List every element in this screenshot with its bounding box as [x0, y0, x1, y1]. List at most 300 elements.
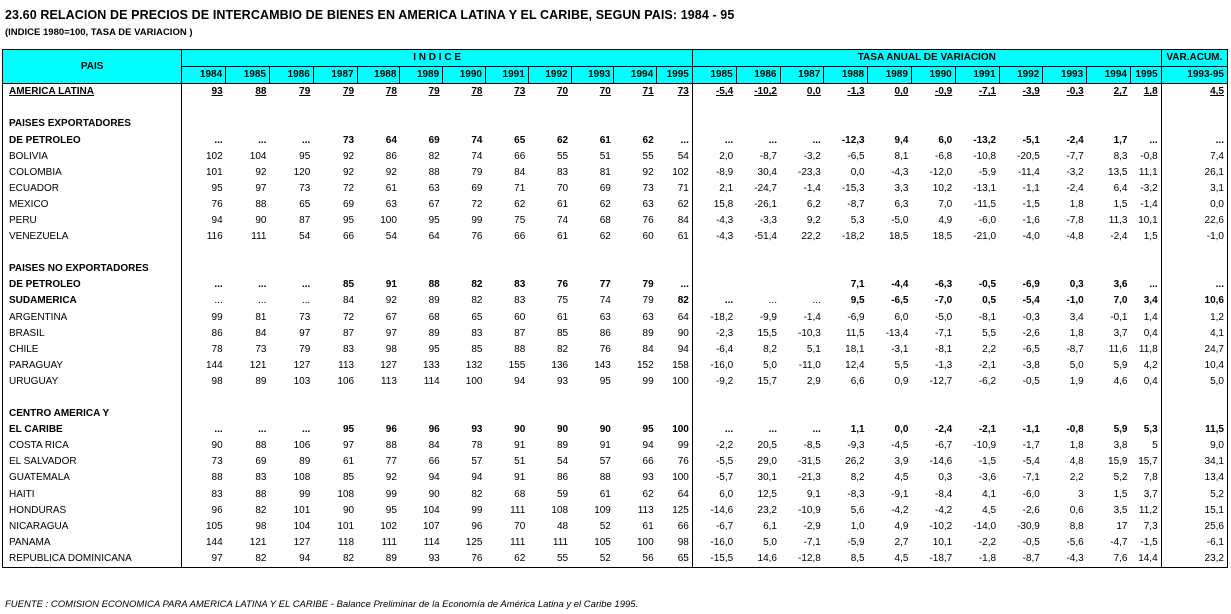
value-text: 64 [677, 311, 689, 323]
value-cell [400, 535, 443, 551]
value-text: 61 [556, 311, 569, 323]
value-text: 61 [556, 198, 569, 210]
value-text: 69 [342, 198, 355, 210]
value-text: 9,5 [850, 295, 865, 307]
value-text: 55 [642, 150, 654, 162]
spacer-cell [485, 390, 528, 406]
table-row [3, 84, 1228, 101]
value-text: 98 [255, 520, 267, 532]
spacer-cell [528, 390, 571, 406]
value-cell [614, 197, 657, 213]
value-text: 6,0 [719, 488, 734, 500]
value-cell [182, 213, 226, 229]
value-text: 83 [514, 295, 526, 307]
value-text: -20,5 [1017, 150, 1040, 162]
value-text: ... [1149, 134, 1158, 146]
value-cell [1087, 165, 1131, 181]
spacer-cell [780, 100, 824, 116]
value-cell [736, 470, 780, 486]
value-text: ... [812, 424, 821, 436]
value-text: 93 [556, 375, 569, 387]
value-cell [485, 438, 528, 454]
value-text: 94 [642, 440, 654, 452]
value-cell [1087, 342, 1131, 358]
value-text: 127 [380, 359, 397, 371]
value-cell [1087, 438, 1131, 454]
value-cell [824, 342, 868, 358]
value-text: ... [1215, 279, 1224, 291]
value-text: -2,2 [715, 440, 734, 452]
value-cell [692, 116, 736, 132]
value-text: 87 [342, 327, 355, 339]
value-text: 152 [636, 359, 654, 371]
value-cell [313, 503, 357, 519]
value-text: 61 [599, 488, 611, 500]
value-text: 76 [471, 231, 483, 243]
value-cell [614, 293, 657, 309]
value-text: 11,5 [845, 327, 865, 339]
value-text: -1,4 [1140, 198, 1158, 210]
value-cell [443, 310, 486, 326]
value-text: ... [258, 295, 267, 307]
value-text: -10,2 [929, 520, 953, 532]
value-text: 143 [594, 359, 611, 371]
value-cell [226, 326, 270, 342]
value-cell [269, 454, 313, 470]
tasa-year-header: 1992 [999, 67, 1043, 84]
value-text: 90 [556, 424, 569, 436]
value-text: ... [258, 279, 267, 291]
value-cell [485, 116, 528, 132]
value-text: 81 [599, 166, 611, 178]
value-text: -6,8 [935, 150, 953, 162]
value-text: -14,6 [929, 456, 953, 468]
value-text: 95 [428, 343, 440, 355]
value-cell [571, 551, 614, 568]
value-text: -0,9 [935, 86, 953, 98]
value-text: 111 [510, 536, 526, 548]
value-cell [485, 277, 528, 293]
value-cell [400, 116, 443, 132]
value-text: 5,3 [850, 214, 865, 226]
value-cell [824, 535, 868, 551]
value-cell [780, 149, 824, 165]
value-cell [443, 293, 486, 309]
value-cell [657, 132, 693, 148]
value-cell [1043, 116, 1087, 132]
value-cell [1161, 229, 1227, 245]
value-text: 22,2 [801, 231, 821, 243]
value-text: 76 [211, 198, 223, 210]
value-cell [400, 84, 443, 101]
spacer-cell [3, 245, 182, 261]
value-text: 68 [428, 311, 440, 323]
value-text: -0,8 [1140, 150, 1158, 162]
value-text: 5,3 [1143, 424, 1158, 436]
value-text: -5,4 [715, 86, 734, 98]
value-cell [824, 551, 868, 568]
value-text: 57 [471, 456, 483, 468]
table-row [3, 503, 1228, 519]
value-cell [692, 551, 736, 568]
value-cell [657, 277, 693, 293]
value-text: 22,6 [1204, 214, 1224, 226]
value-cell [226, 165, 270, 181]
value-cell [955, 277, 999, 293]
spacer-cell [657, 390, 693, 406]
value-cell [911, 132, 955, 148]
value-text: -6,0 [1022, 488, 1040, 500]
value-cell [226, 213, 270, 229]
value-cell [911, 326, 955, 342]
value-cell [692, 470, 736, 486]
value-text: 73 [299, 311, 311, 323]
value-cell [400, 181, 443, 197]
value-text: 127 [293, 536, 311, 548]
value-text: -6,9 [1022, 279, 1040, 291]
value-cell [955, 535, 999, 551]
value-cell [1087, 503, 1131, 519]
value-text: 99 [471, 214, 483, 226]
value-text: 9,4 [894, 134, 909, 146]
value-cell [1161, 454, 1227, 470]
value-text: -4,8 [1066, 231, 1084, 243]
value-text: 72 [342, 311, 355, 323]
value-text: -2,4 [1066, 182, 1084, 194]
value-text: -1,3 [935, 359, 953, 371]
value-cell [736, 277, 780, 293]
table-row [3, 132, 1228, 148]
value-text: 5,9 [1113, 359, 1128, 371]
value-cell [571, 181, 614, 197]
value-text: 55 [556, 150, 569, 162]
value-text: 77 [599, 279, 611, 291]
value-text: -12,7 [929, 375, 953, 387]
value-cell [736, 149, 780, 165]
value-text: 4,1 [1210, 327, 1224, 339]
value-cell [868, 277, 912, 293]
value-text: 9,1 [806, 488, 821, 500]
value-cell [571, 213, 614, 229]
row-label-text: DE PETROLEO [9, 279, 81, 291]
tasa-year-header: 1989 [868, 67, 912, 84]
value-text: 144 [205, 536, 223, 548]
value-cell [400, 454, 443, 470]
value-text: -1,1 [1022, 182, 1040, 194]
value-cell [528, 503, 571, 519]
value-cell [657, 84, 693, 101]
value-text: 82 [556, 343, 569, 355]
value-text: 7,6 [1113, 552, 1128, 564]
value-text: 95 [385, 504, 397, 516]
value-text: 3,7 [1113, 327, 1128, 339]
value-cell [443, 503, 486, 519]
value-cell [313, 422, 357, 438]
table-row [3, 165, 1228, 181]
value-text: -11,5 [974, 198, 997, 210]
value-text: 5 [1152, 440, 1158, 452]
value-text: 104 [249, 150, 267, 162]
value-text: 15,8 [713, 198, 734, 210]
spacer-cell [692, 245, 736, 261]
value-text: ... [214, 424, 223, 436]
value-text: -30,9 [1017, 520, 1040, 532]
value-text: -8,9 [715, 166, 734, 178]
value-cell [614, 132, 657, 148]
value-cell [657, 454, 693, 470]
value-cell [868, 358, 912, 374]
indice-year-header: 1984 [182, 67, 226, 84]
value-cell [780, 487, 824, 503]
value-text: 4,1 [982, 488, 997, 500]
value-cell [999, 310, 1043, 326]
spacer-cell [443, 245, 486, 261]
value-text: 10,2 [932, 182, 953, 194]
value-text: 4,5 [1210, 86, 1224, 98]
value-text: 62 [642, 134, 654, 146]
value-cell [357, 197, 400, 213]
spacer-cell [485, 100, 528, 116]
value-text: 155 [508, 359, 526, 371]
value-text: 97 [385, 327, 397, 339]
value-cell [692, 535, 736, 551]
value-text: 100 [465, 375, 483, 387]
value-text: 13,5 [1108, 166, 1128, 178]
value-text: 11,8 [1138, 343, 1158, 355]
value-text: -1,3 [847, 86, 865, 98]
value-text: 5,0 [1069, 359, 1084, 371]
value-text: -4,2 [891, 504, 909, 516]
row-label [3, 438, 182, 454]
value-text: ... [214, 134, 223, 146]
spacer-cell [485, 245, 528, 261]
value-cell [736, 374, 780, 390]
value-cell [1131, 229, 1162, 245]
value-cell [1087, 277, 1131, 293]
row-label-text: HAITI [9, 488, 35, 500]
value-text: 88 [385, 440, 397, 452]
value-text: -4,5 [891, 440, 909, 452]
spacer-cell [1087, 390, 1131, 406]
value-text: 125 [465, 536, 483, 548]
value-cell [400, 229, 443, 245]
value-text: 83 [211, 488, 223, 500]
value-cell [313, 358, 357, 374]
indice-year-header: 1989 [400, 67, 443, 84]
value-cell [1087, 310, 1131, 326]
value-cell [1161, 277, 1227, 293]
value-cell [955, 422, 999, 438]
value-text: 68 [514, 488, 526, 500]
value-text: -13,1 [973, 182, 997, 194]
spacer-cell [1161, 245, 1227, 261]
value-cell [657, 261, 693, 277]
value-text: -6,9 [847, 311, 865, 323]
value-text: -3,1 [891, 343, 909, 355]
spacer-cell [357, 245, 400, 261]
value-text: 96 [471, 520, 483, 532]
spacer-cell [657, 100, 693, 116]
value-text: 95 [428, 214, 440, 226]
value-cell [780, 470, 824, 486]
value-cell [485, 213, 528, 229]
value-text: -2,9 [803, 520, 821, 532]
value-cell [911, 116, 955, 132]
value-cell [614, 310, 657, 326]
value-cell [443, 165, 486, 181]
value-text: 3,9 [894, 456, 909, 468]
value-cell [736, 342, 780, 358]
value-text: 105 [205, 520, 223, 532]
value-cell [780, 535, 824, 551]
value-cell [1161, 261, 1227, 277]
value-cell [485, 358, 528, 374]
value-cell [1043, 165, 1087, 181]
value-text: 95 [642, 424, 654, 436]
value-text: -4,3 [715, 214, 734, 226]
spacer-cell [1131, 390, 1162, 406]
value-cell [269, 229, 313, 245]
value-text: 97 [211, 552, 223, 564]
value-cell [1131, 406, 1162, 422]
value-text: 62 [599, 198, 611, 210]
value-cell [999, 165, 1043, 181]
value-cell [868, 374, 912, 390]
value-cell [911, 406, 955, 422]
value-text: 25,6 [1204, 520, 1224, 532]
value-text: 99 [471, 504, 483, 516]
value-cell [1161, 213, 1227, 229]
value-text: 88 [255, 198, 267, 210]
value-cell [911, 181, 955, 197]
value-cell [485, 551, 528, 568]
value-text: 4,5 [894, 552, 909, 564]
value-cell [182, 277, 226, 293]
value-cell [780, 116, 824, 132]
value-text: -15,3 [841, 182, 865, 194]
value-cell [269, 519, 313, 535]
value-cell [269, 293, 313, 309]
value-cell [911, 197, 955, 213]
value-cell [736, 358, 780, 374]
value-text: -0,8 [1066, 424, 1084, 436]
value-cell [528, 487, 571, 503]
value-cell [1087, 326, 1131, 342]
value-cell [911, 535, 955, 551]
value-cell [911, 165, 955, 181]
value-text: 100 [672, 424, 689, 436]
value-cell [868, 132, 912, 148]
value-cell [485, 165, 528, 181]
value-text: 121 [249, 536, 267, 548]
value-cell [780, 132, 824, 148]
tasa-year-header: 1994 [1087, 67, 1131, 84]
value-text: 88 [428, 279, 440, 291]
value-text: -5,1 [1022, 134, 1040, 146]
value-cell [443, 277, 486, 293]
value-cell [657, 374, 693, 390]
value-text: ... [724, 424, 734, 436]
value-cell [182, 535, 226, 551]
value-cell [780, 374, 824, 390]
row-label-text: NICARAGUA [9, 520, 69, 532]
value-text: 108 [293, 472, 311, 484]
value-text: 103 [293, 375, 311, 387]
value-text: 7,0 [938, 198, 953, 210]
value-cell [226, 293, 270, 309]
value-text: ... [258, 134, 267, 146]
spacer-cell [269, 390, 313, 406]
value-cell [313, 374, 357, 390]
indice-year-header: 1988 [357, 67, 400, 84]
value-text: 100 [672, 472, 689, 484]
value-text: 64 [677, 488, 689, 500]
value-text: 90 [677, 327, 689, 339]
value-cell [571, 84, 614, 101]
value-cell [357, 519, 400, 535]
spacer-cell [226, 245, 270, 261]
value-text: -1,7 [1022, 440, 1040, 452]
row-label [3, 310, 182, 326]
value-cell [614, 326, 657, 342]
value-cell [313, 261, 357, 277]
table-row [3, 326, 1228, 342]
value-text: 90 [342, 504, 355, 516]
value-text: 108 [551, 504, 569, 516]
row-label-text: REPUBLICA DOMINICANA [9, 552, 132, 564]
value-text: -0,3 [1066, 86, 1084, 98]
value-cell [736, 165, 780, 181]
spacer-cell [824, 390, 868, 406]
tasa-year-header: 1995 [1131, 67, 1162, 84]
value-text: 85 [471, 343, 483, 355]
value-cell [269, 374, 313, 390]
value-cell [614, 374, 657, 390]
value-text: 7,0 [1113, 295, 1128, 307]
value-text: 90 [599, 424, 611, 436]
indice-year-header: 1991 [485, 67, 528, 84]
value-text: 82 [677, 295, 689, 307]
value-text: -7,1 [978, 86, 997, 98]
value-cell [400, 422, 443, 438]
value-text: 61 [599, 134, 611, 146]
value-text: 133 [423, 359, 440, 371]
value-cell [357, 149, 400, 165]
value-cell [1131, 326, 1162, 342]
value-cell [357, 438, 400, 454]
spacer-cell [269, 245, 313, 261]
value-cell [528, 181, 571, 197]
value-cell [571, 261, 614, 277]
table-row [3, 358, 1228, 374]
value-cell [1161, 197, 1227, 213]
row-label-text: PERU [9, 214, 37, 226]
value-text: 73 [677, 86, 689, 98]
value-cell [1131, 487, 1162, 503]
spacer-cell [443, 100, 486, 116]
value-cell [571, 535, 614, 551]
value-text: 57 [599, 456, 611, 468]
value-text: -5,6 [1066, 536, 1084, 548]
header-row-years [3, 67, 1228, 84]
value-cell [824, 374, 868, 390]
value-cell [999, 149, 1043, 165]
value-cell [269, 535, 313, 551]
value-cell [657, 406, 693, 422]
value-cell [528, 165, 571, 181]
value-cell [692, 326, 736, 342]
value-text: 74 [599, 295, 611, 307]
